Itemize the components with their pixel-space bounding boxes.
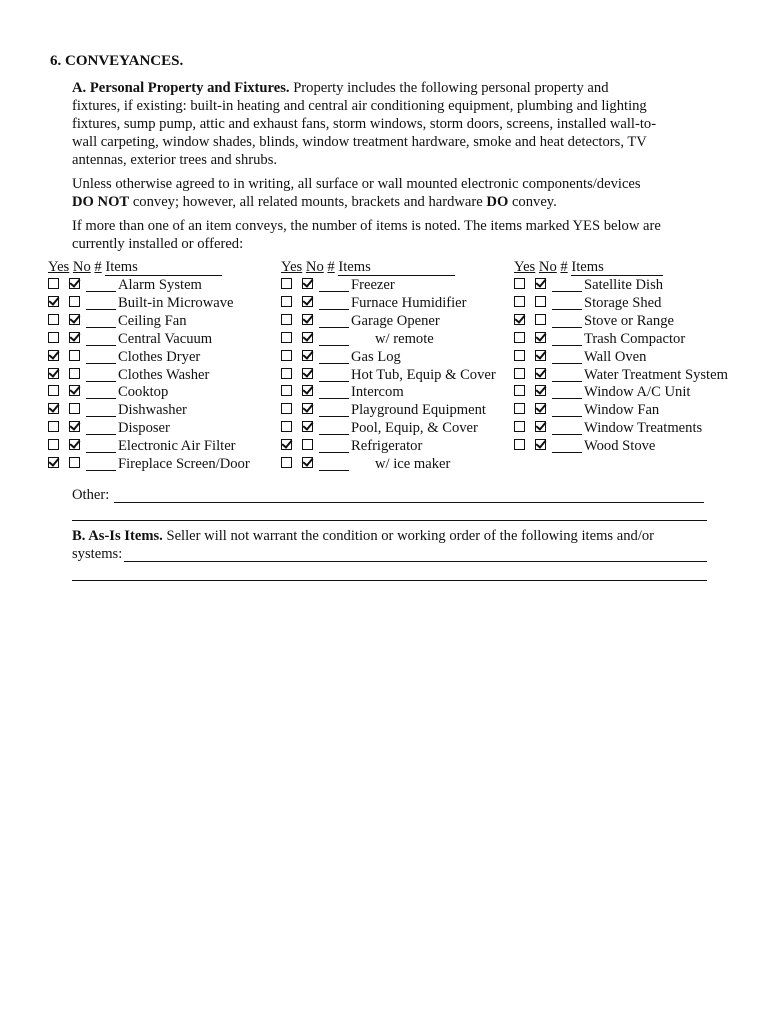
item-label: Water Treatment System: [584, 366, 728, 383]
no-checkbox[interactable]: [302, 403, 313, 414]
checklist-column-3: [514, 276, 754, 476]
item-label: Window Fan: [584, 402, 660, 419]
checklist-row: [281, 401, 511, 419]
item-label: Trash Compactor: [584, 330, 686, 347]
other-label: Other:: [72, 487, 110, 503]
item-label: Window A/C Unit: [584, 384, 691, 401]
quantity-field[interactable]: [319, 470, 349, 471]
item-label: Playground Equipment: [351, 402, 486, 419]
no-checkbox[interactable]: [535, 332, 546, 343]
quantity-field[interactable]: [552, 345, 582, 346]
subsection-a-line-3: fixtures, sump pump, attic and exhaust fans, storm windows, storm doors, screens, installed wall-to-: [72, 116, 657, 132]
quantity-field[interactable]: [86, 452, 116, 453]
quantity-field[interactable]: [319, 381, 349, 382]
quantity-field[interactable]: [319, 398, 349, 399]
no-checkbox[interactable]: [535, 439, 546, 450]
quantity-field[interactable]: [319, 309, 349, 310]
quantity-paragraph: [72, 217, 712, 253]
checklist-row: [48, 348, 273, 366]
quantity-field[interactable]: [319, 345, 349, 346]
item-label: Stove or Range: [584, 312, 674, 329]
item-label: Wood Stove: [584, 438, 656, 455]
no-checkbox[interactable]: [535, 296, 546, 307]
checklist-row: [281, 383, 511, 401]
no-checkbox[interactable]: [535, 278, 546, 289]
yes-checkbox[interactable]: [48, 296, 59, 307]
other-continuation-line[interactable]: [72, 520, 707, 521]
yes-checkbox[interactable]: [48, 368, 59, 379]
item-label: Built-in Microwave: [118, 294, 234, 311]
yes-checkbox[interactable]: [514, 439, 525, 450]
systems-label: systems:: [72, 546, 123, 562]
quantity-field[interactable]: [86, 381, 116, 382]
quantity-field[interactable]: [319, 291, 349, 292]
yes-checkbox[interactable]: [48, 385, 59, 396]
no-checkbox[interactable]: [302, 439, 313, 450]
checklist-row: [48, 294, 273, 312]
no-checkbox[interactable]: [302, 457, 313, 468]
yes-checkbox[interactable]: [48, 332, 59, 343]
electronics-mid: convey; however, all related mounts, brackets and hardware: [129, 194, 487, 210]
header-yes: Yes: [281, 259, 303, 275]
quantity-line-2: currently installed or offered:: [72, 236, 244, 252]
quantity-field[interactable]: [552, 309, 582, 310]
header-yes: Yes: [48, 259, 70, 275]
quantity-field[interactable]: [552, 291, 582, 292]
checklist-row: [281, 455, 511, 473]
systems-field[interactable]: [124, 545, 707, 562]
checklist-row: [48, 366, 273, 384]
checklist-row: [48, 437, 273, 455]
no-checkbox[interactable]: [302, 421, 313, 432]
yes-checkbox[interactable]: [48, 350, 59, 361]
column-header-3: [514, 258, 663, 276]
checklist-row: [514, 366, 754, 384]
yes-checkbox[interactable]: [48, 457, 59, 468]
checklist-row: [281, 276, 511, 294]
item-label: Garage Opener: [351, 312, 440, 329]
item-label: Gas Log: [351, 348, 401, 365]
no-checkbox[interactable]: [302, 368, 313, 379]
item-label: Fireplace Screen/Door: [118, 456, 250, 472]
no-checkbox[interactable]: [69, 332, 80, 343]
electronics-line-1: Unless otherwise agreed to in writing, all surface or wall mounted electronic components/devices: [72, 176, 641, 192]
yes-checkbox[interactable]: [48, 439, 59, 450]
yes-checkbox[interactable]: [514, 368, 525, 379]
item-label: Ceiling Fan: [118, 312, 187, 329]
no-checkbox[interactable]: [535, 385, 546, 396]
checklist-row: [281, 312, 511, 330]
checklist-row: [514, 330, 754, 348]
yes-checkbox[interactable]: [281, 350, 292, 361]
yes-checkbox[interactable]: [514, 403, 525, 414]
header-no: No: [538, 259, 557, 275]
item-label: Storage Shed: [584, 294, 662, 311]
subsection-a-title: A. Personal Property and Fixtures.: [72, 80, 290, 96]
no-checkbox[interactable]: [535, 403, 546, 414]
item-label: Freezer: [351, 277, 395, 293]
yes-checkbox[interactable]: [281, 314, 292, 325]
yes-checkbox[interactable]: [514, 314, 525, 325]
checklist-row: [48, 455, 273, 473]
no-checkbox[interactable]: [69, 278, 80, 289]
checklist-column-1: [48, 276, 273, 476]
quantity-field[interactable]: [86, 327, 116, 328]
no-checkbox[interactable]: [302, 278, 313, 289]
column-header-2: [281, 258, 455, 276]
quantity-field[interactable]: [86, 345, 116, 346]
item-label: Satellite Dish: [584, 277, 664, 293]
header-items: Items: [571, 259, 663, 276]
item-label: Clothes Dryer: [118, 348, 201, 365]
checklist-row: [48, 383, 273, 401]
header-num: #: [327, 259, 335, 275]
no-checkbox[interactable]: [302, 385, 313, 396]
quantity-field[interactable]: [552, 327, 582, 328]
subsection-b-title: B. As-Is Items.: [72, 528, 163, 544]
yes-checkbox[interactable]: [48, 278, 59, 289]
item-label: Central Vacuum: [118, 330, 213, 347]
item-label: Intercom: [351, 384, 404, 401]
header-items: Items: [105, 259, 222, 276]
no-checkbox[interactable]: [535, 350, 546, 361]
quantity-line-1: If more than one of an item conveys, the number of items is noted. The items marked YES below are: [72, 218, 661, 234]
electronics-paragraph: [72, 175, 712, 211]
quantity-field[interactable]: [319, 327, 349, 328]
item-label: Alarm System: [118, 277, 202, 293]
yes-checkbox[interactable]: [281, 421, 292, 432]
yes-checkbox[interactable]: [281, 296, 292, 307]
yes-checkbox[interactable]: [281, 457, 292, 468]
no-checkbox[interactable]: [302, 332, 313, 343]
no-checkbox[interactable]: [69, 457, 80, 468]
quantity-field[interactable]: [319, 452, 349, 453]
checklist-row: [281, 348, 511, 366]
checklist-row: [514, 294, 754, 312]
header-no: No: [72, 259, 91, 275]
checklist-row: [514, 437, 754, 455]
quantity-field[interactable]: [319, 416, 349, 417]
checklist-row: [281, 437, 511, 455]
quantity-field[interactable]: [86, 291, 116, 292]
header-num: #: [94, 259, 102, 275]
yes-checkbox[interactable]: [514, 296, 525, 307]
systems-continuation-line[interactable]: [72, 580, 707, 581]
no-checkbox[interactable]: [302, 296, 313, 307]
quantity-field[interactable]: [552, 416, 582, 417]
other-underline: [114, 502, 704, 503]
subsection-a-line-5: antennas, exterior trees and shrubs.: [72, 152, 278, 168]
subsection-a-paragraph: [72, 79, 712, 169]
checklist-row: [48, 401, 273, 419]
other-field[interactable]: [114, 486, 704, 503]
yes-checkbox[interactable]: [281, 439, 292, 450]
yes-checkbox[interactable]: [514, 350, 525, 361]
yes-checkbox[interactable]: [48, 403, 59, 414]
no-checkbox[interactable]: [535, 421, 546, 432]
item-label: Dishwasher: [118, 402, 187, 419]
yes-checkbox[interactable]: [281, 403, 292, 414]
subsection-a-line-1: Property includes the following personal property and: [289, 80, 609, 96]
item-label: Disposer: [118, 420, 170, 437]
quantity-field[interactable]: [86, 398, 116, 399]
quantity-field[interactable]: [86, 470, 116, 471]
item-label: Wall Oven: [584, 348, 647, 365]
header-no: No: [305, 259, 324, 275]
column-header-1: [48, 258, 222, 276]
checklist-row: [48, 276, 273, 294]
quantity-field[interactable]: [552, 434, 582, 435]
checklist-row: [281, 419, 511, 437]
no-checkbox[interactable]: [535, 368, 546, 379]
item-label: Window Treatments: [584, 420, 703, 437]
no-checkbox[interactable]: [69, 296, 80, 307]
item-label: Refrigerator: [351, 438, 423, 455]
item-label: Pool, Equip, & Cover: [351, 420, 478, 437]
checklist-row: [48, 312, 273, 330]
quantity-field[interactable]: [86, 416, 116, 417]
subsection-a-line-2: fixtures, if existing: built-in heating and central air conditioning equipment, plumbing and lighting: [72, 98, 647, 114]
quantity-field[interactable]: [319, 434, 349, 435]
header-yes: Yes: [514, 259, 536, 275]
checklist-row: [514, 419, 754, 437]
item-label: Electronic Air Filter: [118, 438, 236, 455]
checklist-row: [514, 312, 754, 330]
yes-checkbox[interactable]: [514, 332, 525, 343]
systems-underline: [124, 561, 707, 562]
subsection-b-paragraph: [72, 527, 712, 545]
item-label: Clothes Washer: [118, 366, 210, 383]
subsection-a-line-4: wall carpeting, window shades, blinds, window treatment hardware, smoke and heat detectors, TV: [72, 134, 647, 150]
no-checkbox[interactable]: [302, 314, 313, 325]
no-checkbox[interactable]: [302, 350, 313, 361]
yes-checkbox[interactable]: [514, 385, 525, 396]
yes-checkbox[interactable]: [48, 314, 59, 325]
quantity-field[interactable]: [552, 363, 582, 364]
quantity-field[interactable]: [86, 434, 116, 435]
checklist-row: [281, 294, 511, 312]
no-checkbox[interactable]: [69, 421, 80, 432]
no-checkbox[interactable]: [69, 385, 80, 396]
yes-checkbox[interactable]: [514, 278, 525, 289]
quantity-field[interactable]: [552, 452, 582, 453]
yes-checkbox[interactable]: [281, 332, 292, 343]
checklist-row: [514, 276, 754, 294]
no-checkbox[interactable]: [69, 314, 80, 325]
do-not-bold: DO NOT: [72, 194, 130, 210]
checklist-row: [281, 330, 511, 348]
checklist-row: [514, 383, 754, 401]
item-label: Furnace Humidifier: [351, 294, 467, 311]
section-title: 6. CONVEYANCES.: [50, 53, 184, 69]
yes-checkbox[interactable]: [48, 421, 59, 432]
no-checkbox[interactable]: [69, 368, 80, 379]
item-label: Hot Tub, Equip & Cover: [351, 366, 496, 383]
yes-checkbox[interactable]: [281, 278, 292, 289]
header-num: #: [560, 259, 568, 275]
quantity-field[interactable]: [319, 363, 349, 364]
no-checkbox[interactable]: [535, 314, 546, 325]
no-checkbox[interactable]: [69, 403, 80, 414]
subsection-b-text: Seller will not warrant the condition or working order of the following items and/or: [162, 528, 655, 544]
quantity-field[interactable]: [86, 309, 116, 310]
yes-checkbox[interactable]: [281, 385, 292, 396]
do-bold: DO: [486, 194, 509, 210]
checklist-row: [48, 419, 273, 437]
checklist-row: [281, 366, 511, 384]
quantity-field[interactable]: [552, 398, 582, 399]
item-label: w/ remote: [375, 330, 434, 347]
checklist-row: [48, 330, 273, 348]
no-checkbox[interactable]: [69, 350, 80, 361]
header-items: Items: [338, 259, 455, 276]
yes-checkbox[interactable]: [514, 421, 525, 432]
checklist-row: [514, 348, 754, 366]
yes-checkbox[interactable]: [281, 368, 292, 379]
checklist-column-2: [281, 276, 511, 476]
checklist-row: [514, 401, 754, 419]
quantity-field[interactable]: [86, 363, 116, 364]
quantity-field[interactable]: [552, 381, 582, 382]
no-checkbox[interactable]: [69, 439, 80, 450]
item-label: Cooktop: [118, 384, 169, 401]
item-label: w/ ice maker: [375, 456, 451, 472]
electronics-end: convey.: [508, 194, 557, 210]
